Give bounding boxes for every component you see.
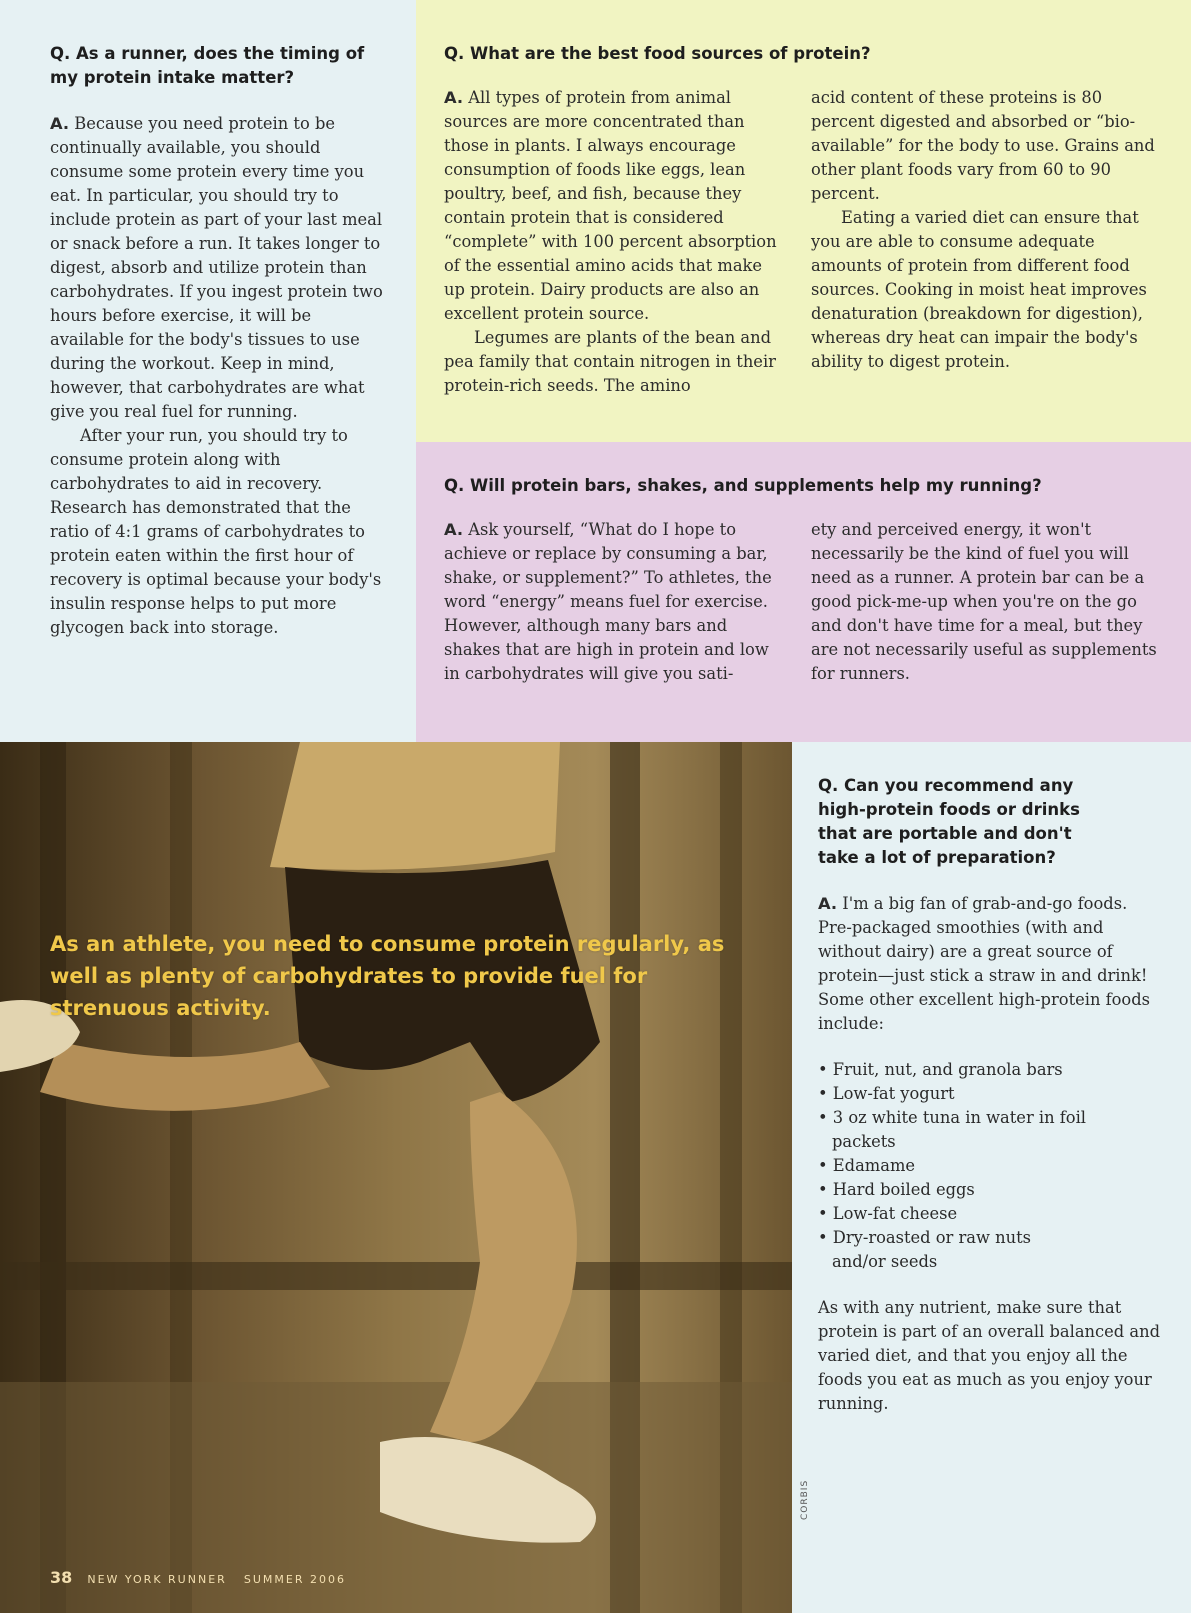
portable-intro-text: I'm a big fan of grab-and-go foods. Pre-packaged smoothies (with and without dairy) are a great source of protein—just stick a straw in and drink! Some other excellent high-protein foods include:	[818, 894, 1151, 1033]
photo-credit: CORBIS	[800, 1479, 810, 1520]
sources-col-2	[811, 86, 1161, 374]
runner-photo	[0, 742, 792, 1613]
sources-p4: Eating a varied diet can ensure that you are able to consume adequate amounts of protein from different food sources. Cooking in moist heat improves denaturation (breakdown for digestion), whereas dry heat can impair the body's ability to digest protein.	[811, 208, 1147, 371]
sources-col-1	[444, 86, 784, 398]
answer-label: A.	[50, 114, 70, 133]
bars-question: Q. Will protein bars, shakes, and supplements help my running?	[444, 476, 1042, 495]
sources-p3: acid content of these proteins is 80 percent digested and absorbed or “bio-available” for the body to use. Grains and other plant foods vary from 60 to 90 percent.	[811, 88, 1155, 203]
sources-question: Q. What are the best food sources of protein?	[444, 44, 871, 63]
bars-text-1: Ask yourself, “What do I hope to achieve or replace by consuming a bar, shake, or supplement?” To athletes, the word “energy” means fuel for exercise. However, although many bars and shakes that are high in protein and low in carbohydrates will give you sati-	[444, 520, 772, 683]
timing-qa	[50, 42, 390, 640]
food-list	[818, 1058, 1088, 1274]
publication-name: NEW YORK RUNNER	[87, 1573, 227, 1586]
timing-answer-p2: After your run, you should try to consume protein along with carbohydrates to aid in recovery. Research has demonstrated that the ratio of 4:1 grams of carbohydrates to protein eaten within the first hour of recovery is optimal because your body's insulin response helps to put more glycogen back into storage.	[50, 426, 382, 637]
page-footer	[50, 1568, 346, 1587]
page-number: 38	[50, 1568, 73, 1587]
portable-closing: As with any nutrient, make sure that protein is part of an overall balanced and varied diet, and that you enjoy all the foods you eat as much as you enjoy your running.	[818, 1298, 1161, 1413]
portable-qa	[818, 774, 1163, 1416]
timing-answer-text: Because you need protein to be continually available, you should consume some protein every time you eat. In particular, you should try to include protein as part of your last meal or snack before a run. It takes longer to digest, absorb and utilize protein than carbohydrates. If you ingest protein two hours before exercise, it will be available for the body's tissues to use during the workout. Keep in mind, however, that carbohydrates are what give you real fuel for running.	[50, 114, 383, 421]
timing-answer-p1	[50, 112, 390, 424]
list-item: • Edamame	[818, 1154, 1088, 1178]
list-item: • Fruit, nut, and granola bars	[818, 1058, 1088, 1082]
bars-col-2	[811, 518, 1161, 686]
answer-label: A.	[444, 88, 464, 107]
issue-date: SUMMER 2006	[243, 1573, 346, 1586]
answer-label: A.	[818, 894, 838, 913]
runner-illustration	[0, 742, 792, 1613]
bars-col-1	[444, 518, 784, 686]
list-item: • Low-fat yogurt	[818, 1082, 1088, 1106]
pull-quote: As an athlete, you need to consume protein regularly, as well as plenty of carbohydrates to provide fuel for strenuous activity.	[50, 932, 725, 1020]
timing-question: Q. As a runner, does the timing of my protein intake matter?	[50, 44, 365, 87]
list-item: • 3 oz white tuna in water in foil packets	[818, 1106, 1088, 1154]
list-item: • Dry-roasted or raw nuts and/or seeds	[818, 1226, 1088, 1274]
bars-p2: ety and perceived energy, it won't necessarily be the kind of fuel you will need as a runner. A protein bar can be a good pick-me-up when you're on the go and don't have time for a meal, but they are not necessarily useful as supplements for runners.	[811, 520, 1157, 683]
sources-p2: Legumes are plants of the bean and pea family that contain nitrogen in their protein-rich seeds. The amino	[444, 328, 776, 395]
list-item: • Hard boiled eggs	[818, 1178, 1088, 1202]
sources-p1	[444, 86, 784, 326]
bars-p1	[444, 518, 784, 686]
sources-text-1: All types of protein from animal sources are more concentrated than those in plants. I always encourage consumption of foods like eggs, lean poultry, beef, and fish, because they contain protein that is considered “complete” with 100 percent absorption of the essential amino acids that make up protein. Dairy products are also an excellent protein source.	[444, 88, 777, 323]
portable-question: Q. Can you recommend any high-protein foods or drinks that are portable and don't take a lot of preparation?	[818, 776, 1080, 867]
answer-label: A.	[444, 520, 464, 539]
list-item: • Low-fat cheese	[818, 1202, 1088, 1226]
portable-intro	[818, 892, 1163, 1036]
